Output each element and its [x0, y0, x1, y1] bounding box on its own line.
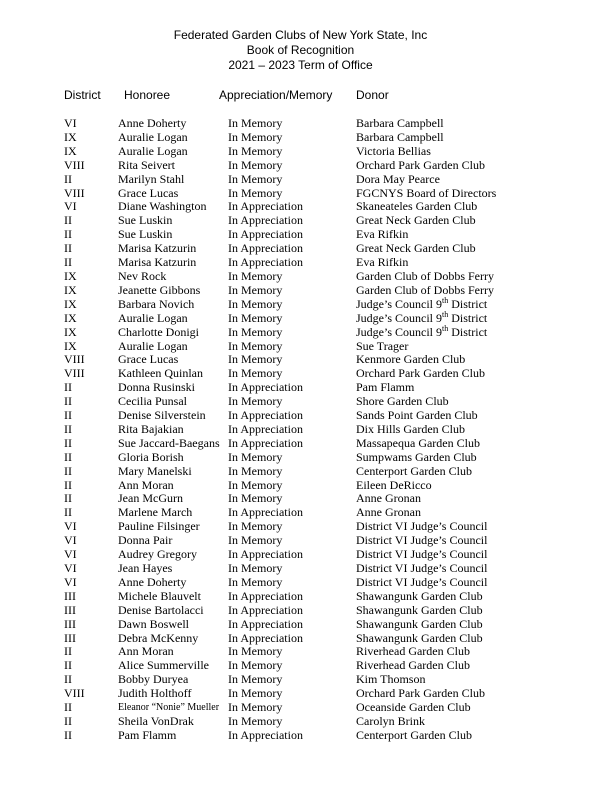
cell-district: VI — [64, 533, 77, 548]
cell-district: II — [64, 255, 72, 270]
table-row — [0, 590, 601, 604]
cell-type: In Memory — [228, 171, 283, 186]
cell-district: VIII — [64, 352, 85, 367]
cell-honoree: Barbara Novich — [118, 296, 195, 311]
cell-honoree: Denise Bartolacci — [118, 602, 204, 617]
table-row — [0, 506, 601, 520]
cell-donor: Eva Rifkin — [356, 255, 409, 270]
cell-donor: Oceanside Garden Club — [356, 700, 471, 715]
cell-honoree: Rita Bajakian — [118, 421, 184, 436]
cell-type: In Memory — [228, 143, 283, 158]
cell-donor-ordinal: th — [442, 309, 449, 319]
cell-type: In Memory — [228, 449, 283, 464]
cell-type: In Appreciation — [228, 255, 303, 270]
cell-district: IX — [64, 268, 77, 283]
table-row — [0, 492, 601, 506]
table-row — [0, 381, 601, 395]
cell-honoree: Auralie Logan — [118, 129, 188, 144]
cell-donor: Shore Garden Club — [356, 394, 449, 409]
cell-donor: Riverhead Garden Club — [356, 658, 470, 673]
cell-district: VI — [64, 561, 77, 575]
cell-district: IX — [64, 129, 77, 144]
cell-type: In Appreciation — [228, 727, 303, 742]
cell-honoree: Mary Manelski — [118, 463, 192, 478]
table-row — [0, 576, 601, 590]
table-row — [0, 465, 601, 479]
cell-type: In Memory — [228, 282, 283, 297]
cell-donor: Orchard Park Garden Club — [356, 157, 485, 172]
cell-donor: Sumpwams Garden Club — [356, 449, 477, 464]
table-row — [0, 200, 601, 214]
cell-type: In Memory — [228, 561, 283, 575]
cell-district: II — [64, 171, 72, 186]
cell-donor-ordinal: th — [442, 295, 449, 305]
document-title-block — [0, 28, 601, 73]
header-donor: Donor — [356, 88, 389, 102]
cell-donor: Great Neck Garden Club — [356, 213, 476, 228]
cell-district: III — [64, 588, 76, 603]
cell-district: VI — [64, 547, 77, 562]
cell-honoree: Pam Flamm — [118, 727, 177, 742]
cell-type: In Appreciation — [228, 505, 303, 520]
table-row — [0, 534, 601, 548]
table-row — [0, 409, 601, 423]
cell-donor: Shawangunk Garden Club — [356, 630, 483, 645]
cell-honoree: Auralie Logan — [118, 310, 188, 325]
cell-district: IX — [64, 282, 77, 297]
cell-donor: Garden Club of Dobbs Ferry — [356, 282, 494, 297]
cell-donor: Sue Trager — [356, 338, 409, 353]
cell-donor: Skaneateles Garden Club — [356, 199, 478, 214]
table-row — [0, 323, 601, 340]
table-row — [0, 645, 601, 659]
cell-donor-suffix: District — [448, 324, 488, 339]
cell-district: II — [64, 658, 72, 673]
table-row — [0, 159, 601, 173]
cell-donor: Anne Gronan — [356, 505, 421, 520]
cell-donor: Riverhead Garden Club — [356, 644, 470, 659]
cell-district: II — [64, 713, 72, 728]
table-row — [0, 451, 601, 465]
cell-type: In Memory — [228, 700, 283, 715]
cell-donor: Orchard Park Garden Club — [356, 686, 485, 701]
cell-type: In Memory — [228, 574, 283, 589]
cell-district: IX — [64, 296, 77, 311]
cell-type: In Memory — [228, 185, 283, 200]
cell-type: In Memory — [228, 366, 283, 381]
cell-donor: Pam Flamm — [356, 380, 415, 395]
cell-district: II — [64, 477, 72, 492]
table-row — [0, 340, 601, 354]
cell-type: In Appreciation — [228, 547, 303, 562]
cell-honoree: Debra McKenny — [118, 630, 199, 645]
cell-donor: Kim Thomson — [356, 672, 426, 687]
cell-district: II — [64, 700, 72, 715]
cell-donor: FGCNYS Board of Directors — [356, 185, 497, 200]
table-row — [0, 562, 601, 576]
cell-type: In Memory — [228, 672, 283, 687]
cell-donor: Barbara Campbell — [356, 129, 444, 144]
table-row — [0, 437, 601, 451]
cell-donor: Eileen DeRicco — [356, 477, 432, 492]
table-row — [0, 284, 601, 298]
cell-district: IX — [64, 143, 77, 158]
cell-district: II — [64, 380, 72, 395]
table-row — [0, 548, 601, 562]
header-honoree: Honoree — [124, 88, 171, 102]
cell-type: In Memory — [228, 116, 283, 130]
cell-district: IX — [64, 310, 77, 325]
cell-donor — [356, 295, 488, 312]
cell-district: III — [64, 602, 76, 617]
cell-honoree: Marisa Katzurin — [118, 241, 197, 256]
table-row — [0, 353, 601, 367]
cell-type: In Appreciation — [228, 630, 303, 645]
cell-honoree: Anne Doherty — [118, 574, 187, 589]
cell-honoree: Rita Seivert — [118, 157, 175, 172]
cell-district: II — [64, 644, 72, 659]
table-row — [0, 228, 601, 242]
cell-district: VI — [64, 519, 77, 534]
cell-donor — [356, 309, 488, 326]
cell-honoree: Nev Rock — [118, 268, 167, 283]
cell-donor: Great Neck Garden Club — [356, 241, 476, 256]
table-row — [0, 673, 601, 687]
cell-donor: Victoria Bellias — [356, 143, 431, 158]
cell-honoree: Ann Moran — [118, 477, 174, 492]
cell-honoree: Charlotte Donigi — [118, 324, 199, 339]
cell-honoree: Donna Pair — [118, 533, 173, 548]
cell-type: In Memory — [228, 519, 283, 534]
cell-type: In Appreciation — [228, 588, 303, 603]
cell-type: In Memory — [228, 533, 283, 548]
cell-honoree: Diane Washington — [118, 199, 207, 214]
document-term: 2021 – 2023 Term of Office — [228, 58, 373, 72]
table-row — [0, 309, 601, 326]
cell-donor: Centerport Garden Club — [356, 727, 472, 742]
table-row — [0, 145, 601, 159]
cell-honoree: Ann Moran — [118, 644, 174, 659]
cell-honoree: Marisa Katzurin — [118, 255, 197, 270]
cell-donor: Carolyn Brink — [356, 713, 425, 728]
cell-type: In Appreciation — [228, 616, 303, 631]
table-row — [0, 242, 601, 256]
cell-donor — [356, 323, 488, 340]
cell-honoree: Judith Holthoff — [118, 686, 192, 701]
document-subtitle: Book of Recognition — [246, 43, 355, 57]
cell-district: II — [64, 213, 72, 228]
cell-district: II — [64, 408, 72, 423]
cell-honoree: Gloria Borish — [118, 449, 184, 464]
cell-type: In Memory — [228, 644, 283, 659]
cell-donor-suffix: District — [448, 310, 488, 325]
cell-district: II — [64, 463, 72, 478]
cell-honoree: Auralie Logan — [118, 338, 188, 353]
cell-district: II — [64, 505, 72, 520]
cell-type: In Memory — [228, 477, 283, 492]
document-title: Federated Garden Clubs of New York State, Inc — [173, 28, 428, 42]
cell-type: In Memory — [228, 268, 283, 283]
header-appreciation-memory: Appreciation/Memory — [219, 88, 333, 102]
cell-honoree: Jean Hayes — [118, 561, 173, 575]
cell-district: VI — [64, 116, 77, 130]
cell-district: II — [64, 727, 72, 742]
cell-donor-ordinal: th — [442, 323, 449, 333]
cell-honoree: Dawn Boswell — [118, 616, 189, 631]
cell-donor: Barbara Campbell — [356, 116, 444, 130]
cell-honoree: Michele Blauvelt — [118, 588, 201, 603]
table-row — [0, 187, 601, 201]
cell-donor: Dix Hills Garden Club — [356, 421, 465, 436]
table-row — [0, 367, 601, 381]
cell-honoree: Eleanor “Nonie” Mueller — [118, 702, 220, 714]
cell-donor: Massapequa Garden Club — [356, 435, 480, 450]
table-row — [0, 618, 601, 632]
cell-district: VI — [64, 574, 77, 589]
table-row — [0, 701, 601, 715]
cell-district: II — [64, 421, 72, 436]
cell-type: In Appreciation — [228, 380, 303, 395]
cell-district: VIII — [64, 686, 85, 701]
cell-type: In Memory — [228, 324, 283, 339]
cell-type: In Memory — [228, 394, 283, 409]
cell-donor: Shawangunk Garden Club — [356, 588, 483, 603]
cell-honoree: Marlene March — [118, 505, 193, 520]
cell-type: In Memory — [228, 296, 283, 311]
cell-type: In Appreciation — [228, 199, 303, 214]
cell-type: In Appreciation — [228, 602, 303, 617]
cell-district: VI — [64, 199, 77, 214]
cell-donor-suffix: District — [448, 296, 488, 311]
cell-honoree: Kathleen Quinlan — [118, 366, 203, 381]
cell-donor: Anne Gronan — [356, 491, 421, 506]
cell-honoree: Jeanette Gibbons — [118, 282, 201, 297]
cell-donor: Kenmore Garden Club — [356, 352, 466, 367]
cell-donor: District VI Judge’s Council — [356, 561, 488, 575]
cell-honoree: Alice Summerville — [118, 658, 209, 673]
cell-donor: Orchard Park Garden Club — [356, 366, 485, 381]
table-row — [0, 173, 601, 187]
table-row — [0, 479, 601, 493]
cell-type: In Appreciation — [228, 408, 303, 423]
cell-donor: Shawangunk Garden Club — [356, 602, 483, 617]
cell-type: In Appreciation — [228, 421, 303, 436]
cell-district: II — [64, 241, 72, 256]
cell-district: IX — [64, 338, 77, 353]
cell-honoree: Sue Luskin — [118, 213, 173, 228]
cell-type: In Memory — [228, 310, 283, 325]
recognition-table — [0, 117, 601, 743]
cell-honoree: Jean McGurn — [118, 491, 183, 506]
cell-district: II — [64, 227, 72, 242]
cell-type: In Memory — [228, 658, 283, 673]
cell-honoree: Anne Doherty — [118, 116, 187, 130]
table-row — [0, 715, 601, 729]
cell-donor: Dora May Pearce — [356, 171, 440, 186]
cell-type: In Memory — [228, 463, 283, 478]
cell-honoree: Sue Luskin — [118, 227, 173, 242]
cell-donor: District VI Judge’s Council — [356, 574, 488, 589]
cell-district: II — [64, 394, 72, 409]
cell-donor: Centerport Garden Club — [356, 463, 472, 478]
cell-donor: Sands Point Garden Club — [356, 408, 478, 423]
cell-type: In Appreciation — [228, 241, 303, 256]
cell-honoree: Marilyn Stahl — [118, 171, 185, 186]
cell-donor: District VI Judge’s Council — [356, 519, 488, 534]
cell-honoree: Bobby Duryea — [118, 672, 189, 687]
cell-donor-text: Judge’s Council 9 — [356, 296, 442, 311]
cell-donor: District VI Judge’s Council — [356, 547, 488, 562]
header-district: District — [64, 88, 101, 102]
cell-district: II — [64, 491, 72, 506]
cell-type: In Memory — [228, 157, 283, 172]
cell-donor: Garden Club of Dobbs Ferry — [356, 268, 494, 283]
cell-honoree: Grace Lucas — [118, 352, 179, 367]
cell-district: VIII — [64, 366, 85, 381]
cell-type: In Appreciation — [228, 435, 303, 450]
cell-honoree: Grace Lucas — [118, 185, 179, 200]
cell-honoree: Audrey Gregory — [118, 547, 197, 562]
cell-honoree: Auralie Logan — [118, 143, 188, 158]
cell-honoree: Donna Rusinski — [118, 380, 196, 395]
table-row — [0, 131, 601, 145]
table-row — [0, 395, 601, 409]
table-row — [0, 687, 601, 701]
cell-honoree: Denise Silverstein — [118, 408, 206, 423]
cell-district: II — [64, 435, 72, 450]
cell-honoree: Pauline Filsinger — [118, 519, 200, 534]
cell-honoree: Cecilia Punsal — [118, 394, 187, 409]
cell-type: In Memory — [228, 352, 283, 367]
table-row — [0, 632, 601, 646]
cell-donor: District VI Judge’s Council — [356, 533, 488, 548]
table-row — [0, 729, 601, 743]
cell-donor: Eva Rifkin — [356, 227, 409, 242]
cell-type: In Memory — [228, 713, 283, 728]
cell-district: VIII — [64, 157, 85, 172]
cell-honoree: Sheila VonDrak — [118, 713, 194, 728]
cell-type: In Memory — [228, 338, 283, 353]
cell-type: In Memory — [228, 129, 283, 144]
cell-type: In Appreciation — [228, 213, 303, 228]
table-row — [0, 117, 601, 131]
table-row — [0, 256, 601, 270]
table-row — [0, 520, 601, 534]
cell-district: II — [64, 449, 72, 464]
table-row — [0, 423, 601, 437]
table-row — [0, 604, 601, 618]
cell-district: IX — [64, 324, 77, 339]
cell-honoree: Sue Jaccard-Baegans — [118, 435, 220, 450]
cell-type: In Memory — [228, 686, 283, 701]
cell-district: VIII — [64, 185, 85, 200]
cell-donor: Shawangunk Garden Club — [356, 616, 483, 631]
cell-district: II — [64, 672, 72, 687]
cell-district: III — [64, 616, 76, 631]
cell-donor-text: Judge’s Council 9 — [356, 310, 442, 325]
table-row — [0, 270, 601, 284]
table-row — [0, 295, 601, 312]
cell-district: III — [64, 630, 76, 645]
cell-type: In Memory — [228, 491, 283, 506]
table-row — [0, 214, 601, 228]
cell-donor-text: Judge’s Council 9 — [356, 324, 442, 339]
table-row — [0, 659, 601, 673]
table-header — [0, 88, 601, 103]
cell-type: In Appreciation — [228, 227, 303, 242]
